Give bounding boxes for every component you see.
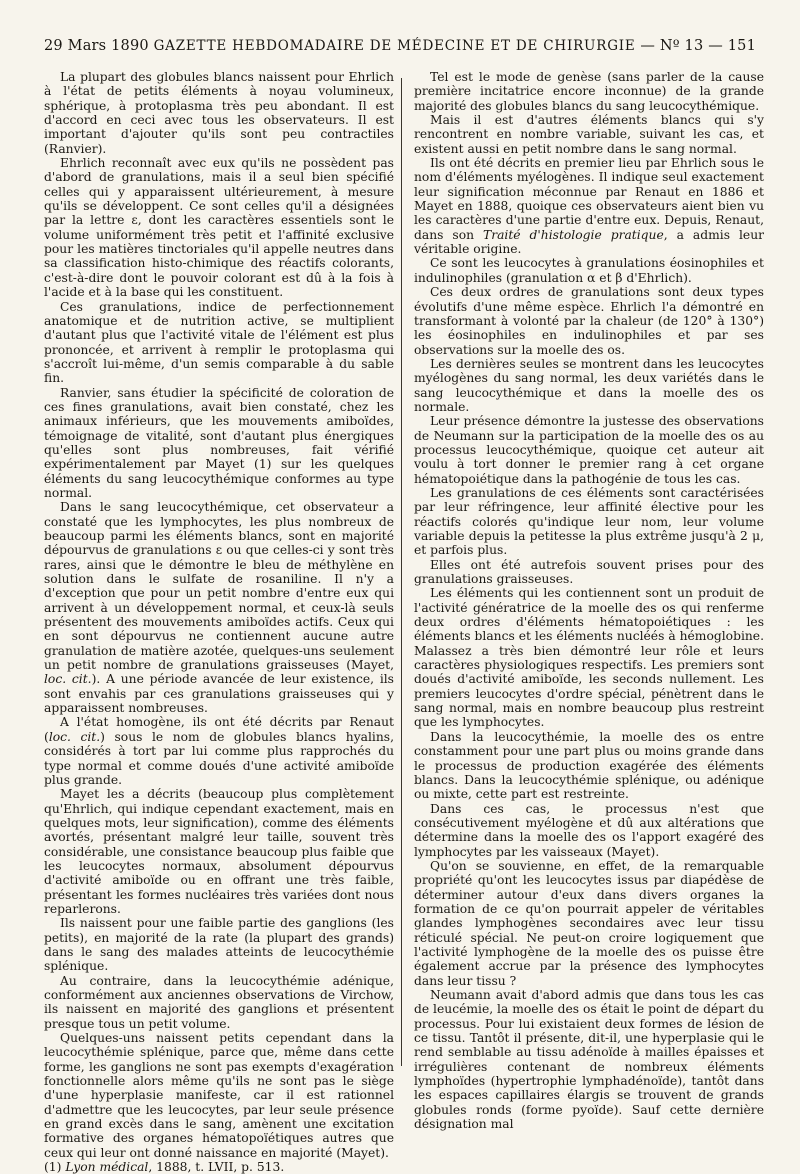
paragraph: Dans ces cas, le processus n'est que consécutivement myélogène et dû aux altérations que détermine dans la moelle des os l'apport exagéré des lymphocytes par les vaisseaux (Mayet). <box>414 801 764 859</box>
citation: loc. cit. <box>48 729 101 744</box>
paragraph: Dans la leucocythémie, la moelle des os entre constamment pour une part plus ou moins grande dans le processus de production exagérée des éléments blancs. Dans la leucocythémie splénique, ou adénique ou mixte, cette part est restreinte. <box>414 729 764 802</box>
book-title: Traité d'histologie pratique <box>483 227 664 242</box>
paragraph: Ce sont les leucocytes à granulations éosinophiles et indulinophiles (granulation α et β d'Ehrlich). <box>414 256 764 285</box>
running-header <box>44 38 756 60</box>
text-columns <box>44 70 764 1174</box>
paragraph: Ces granulations, indice de perfectionnement anatomique et de nutrition active, se multiplient d'autant plus que l'activité vitale de l'élément est plus prononcée, et arrivent à remplir le protoplasma qui s'accroît lui-même, d'un semis comparable à du sable fin. <box>44 299 394 386</box>
paragraph: Qu'on se souvienne, en effet, de la remarquable propriété qu'ont les leucocytes issus par diapédèse de déterminer autour d'eux dans divers organes la formation de ce qu'on pourrait appeler de véritables glandes lymphogènes secondaires avec leur tissu réticulé spécial. Ne peut-on croire logiquement que l'activité lymphogène de la moelle des os puisse être également accrue par la présence des lymphocytes dans leur tissu ? <box>414 858 764 988</box>
paragraph: Les éléments qui les contiennent sont un produit de l'activité génératrice de la moelle des os qui renferme deux ordres d'éléments hématopoiétiques : les éléments blancs et les éléments nucléés à hémoglobine. Malassez a très bien démontré leur rôle et leurs caractères physiologiques respectifs. Les premiers sont doués d'activité amiboïde, les seconds nullement. Les premiers leucocytes d'ordre spécial, pénètrent dans le sang normal, mais en nombre beaucoup plus restreint que les lymphocytes. <box>414 586 764 730</box>
paragraph: Mayet les a décrits (beaucoup plus complètement qu'Ehrlich, qui indique cependant exactement, mais en quelques mots, leur signification), comme des éléments avortés, présentant malgré leur taille, souvent très considérable, une consistance beaucoup plus faible que les leucocytes normaux, absolument dépourvus d'activité amiboïde ou en offrant une très faible, présentant les formes nucléaires très variées dont nous reparlerons. <box>44 787 394 916</box>
paragraph: Dans le sang leucocythémique, cet observateur a constaté que les lymphocytes, les plus nombreux de beaucoup parmi les éléments blancs, sont en majorité dépourvus de granulations ε ou que celles-ci y sont très rares, ainsi que le démontre le bleu de méthylène en solution dans le sulfate de rosaniline. Il n'y a d'exception que pour un petit nombre d'entre eux qui arrivent à un développement normal, et ceux-là seuls présentent des mouvements amiboïdes actifs. Ceux qui en sont dépourvus ne contiennent aucune autre granulation de matière azotée, quelques-uns seulement un petit nombre de granulations graisseuses (Mayet, loc. cit.). A une période avancée de leur existence, ils sont envahis par ces granulations graisseuses qui y apparaissent nombreuses. <box>44 500 394 716</box>
paragraph: Leur présence démontre la justesse des observations de Neumann sur la participation de la moelle des os au processus leucocythémique, quoique cet auteur ait voulu à tort donner le premier rang à cet organe hématopoiétique dans la pathogénie de tous les cas. <box>414 414 764 486</box>
paragraph: Neumann avait d'abord admis que dans tous les cas de leucémie, la moelle des os était le point de départ du processus. Pour lui existaient deux formes de lésion de ce tissu. Tantôt il présente, dit-il, une hyperplasie qui le rend semblable au tissu adénoïde à mailles épaisses et irrégulières contenant de nombreux éléments lymphoïdes (hypertrophie lymphadénoïde), tantôt dans les espaces capillaires élargis se trouvent de grands globules ronds (forme pyoïde). Sauf cette dernière désignation mal <box>414 988 764 1132</box>
paragraph: Tel est le mode de genèse (sans parler de la cause première incitatrice encore inconnue) de la grande majorité des globules blancs du sang leucocythémique. <box>414 70 764 113</box>
paragraph: Mais il est d'autres éléments blancs qui s'y rencontrent en nombre variable, suivant les cas, et existent aussi en petit nombre dans le sang normal. <box>414 113 764 156</box>
paragraph: Les granulations de ces éléments sont caractérisées par leur réfringence, leur affinité élective pour les réactifs colorés qu'indique leur nom, leur volume variable depuis la petitesse la plus extrême jusqu'à 2 μ, et parfois plus. <box>414 485 764 558</box>
left-column <box>44 70 394 1174</box>
footnote-journal: Lyon médical <box>65 1160 149 1174</box>
paragraph: La plupart des globules blancs naissent pour Ehrlich à l'état de petits éléments à noyau volumineux, sphérique, à protoplasma très peu abondant. Il est d'accord en ceci avec tous les observateurs. Il est important d'ajouter qu'ils sont peu contractiles (Ranvier). <box>44 70 394 156</box>
citation: loc. cit. <box>44 672 92 687</box>
paragraph: Elles ont été autrefois souvent prises pour des granulations graisseuses. <box>414 557 764 587</box>
right-column <box>414 70 764 1132</box>
header-issue-page: — Nº 13 — 151 <box>640 38 756 54</box>
footnote: (1) Lyon médical, 1888, t. LVII, p. 513. <box>44 1160 285 1174</box>
header-journal-title: GAZETTE HEBDOMADAIRE DE MÉDECINE ET DE CHIRURGIE <box>153 38 636 54</box>
paragraph: Quelques-uns naissent petits cependant dans la leucocythémie splénique, parce que, même dans cette forme, les ganglions ne sont pas exempts d'exagération fonctionnelle alors même qu'ils ne sont pas le siège d'une hyperplasie manifeste, car il est rationnel d'admettre que les leucocytes, par leur seule présence en grand excès dans le sang, amènent une excitation formative des organes hématopoïétiques autres que ceux qui leur ont donné naissance en majorité (Mayet). <box>44 1031 394 1160</box>
paragraph: Ils naissent pour une faible partie des ganglions (les petits), en majorité de la rate (la plupart des grands) dans le sang des malades atteints de leucocythémie splénique. <box>44 916 394 974</box>
paragraph: Ils ont été décrits en premier lieu par Ehrlich sous le nom d'éléments myélogènes. Il indique seul exactement leur signification méconnue par Renaut en 1886 et Mayet en 1888, quoique ces observateurs aient bien vu les caractères d'une partie d'entre eux. Depuis, Renaut, dans son Traité d'histologie pratique, a admis leur véritable origine. <box>414 156 764 257</box>
paragraph: Au contraire, dans la leucocythémie adénique, conformément aux anciennes observations de Virchow, ils naissent en majorité des ganglions et présentent presque tous un petit volume. <box>44 973 394 1031</box>
paragraph: A l'état homogène, ils ont été décrits par Renaut (loc. cit.) sous le nom de globules blancs hyalins, considérés à tort par lui comme plus rapprochés du type normal et comme doués d'une activité amiboïde plus grande. <box>44 715 394 787</box>
paragraph: Les dernières seules se montrent dans les leucocytes myélogènes du sang normal, les deux variétés dans le sang leucocythémique et dans la moelle des os normale. <box>414 356 764 414</box>
paragraph: Ranvier, sans étudier la spécificité de coloration de ces fines granulations, avait bien constaté, chez les animaux inférieurs, que les mouvements amiboïdes, témoignage de vitalité, sont d'autant plus énergiques qu'elles sont plus nombreuses, fait vérifié expérimentalement par Mayet (1) sur les quelques éléments du sang leucocythémique conformes au type normal. <box>44 385 394 500</box>
paragraph: Ces deux ordres de granulations sont deux types évolutifs d'une même espèce. Ehrlich l'a démontré en transformant à volonté par la chaleur (de 120° à 130°) les éosinophiles en indulinophiles et par ses observations sur la moelle des os. <box>414 285 764 357</box>
header-date: 29 Mars 1890 <box>44 38 149 54</box>
paragraph: Ehrlich reconnaît avec eux qu'ils ne possèdent pas d'abord de granulations, mais il a seul bien spécifié celles qui y apparaissent ultérieurement, à mesure qu'ils se développent. Ce sont celles qu'il a désignées par la lettre ε, dont les caractères essentiels sont le volume uniformément très petit et l'affinité exclusive pour les matières tinctoriales qu'il appelle neutres dans sa classification histo-chimique des réactifs colorants, c'est-à-dire dont le pouvoir colorant est dû à la fois à l'acide et à la base qui les constituent. <box>44 156 394 300</box>
